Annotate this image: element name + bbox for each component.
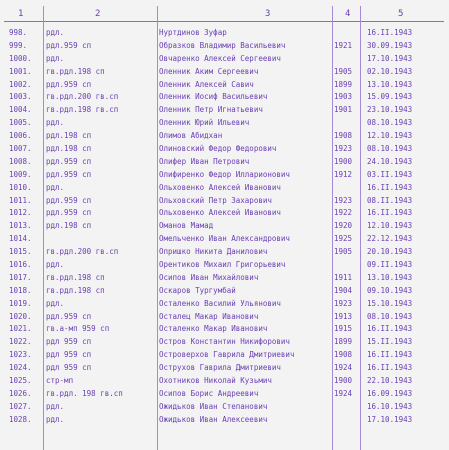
- unit-designation: рдл.959 сп: [46, 79, 92, 89]
- unit-designation: рдл 959 сп: [46, 337, 92, 347]
- unit-designation: гв.рдл.200 гв.сп: [46, 247, 119, 257]
- table-row: [0, 195, 449, 208]
- record-number: 1013.: [9, 221, 32, 231]
- table-row: [0, 233, 449, 246]
- birth-year: 1922: [334, 208, 353, 218]
- table-row: [0, 91, 449, 104]
- birth-year: 1900: [334, 156, 353, 166]
- table-row: [0, 272, 449, 285]
- record-number: 1004.: [9, 105, 32, 115]
- record-date: 16.II.1943: [367, 350, 413, 360]
- birth-year: 1924: [334, 388, 353, 398]
- person-name: Ожидьков Иван Алексеевич: [159, 414, 268, 424]
- birth-year: 1924: [334, 363, 353, 373]
- column-header-1: 1: [18, 9, 24, 19]
- unit-designation: рдл.198 сп: [46, 131, 92, 141]
- record-date: 08.II.1943: [367, 195, 413, 205]
- column-header-5: 5: [398, 9, 404, 19]
- record-date: 22.10.1943: [367, 376, 413, 386]
- person-name: Олифиренко Федор Илларионович: [159, 169, 290, 179]
- person-name: Олимов Абидхан: [159, 131, 223, 141]
- person-name: Охотников Николай Кузьмич: [159, 376, 272, 386]
- birth-year: 1905: [334, 66, 353, 76]
- unit-designation: гв.рдл. 198 гв.сп: [46, 388, 123, 398]
- record-date: 16.II.1943: [367, 363, 413, 373]
- record-date: 16.II.1943: [367, 208, 413, 218]
- table-row: [0, 79, 449, 92]
- record-date: 03.II.1943: [367, 169, 413, 179]
- birth-year: 1908: [334, 350, 353, 360]
- unit-designation: гв.рдл.198 гв.сп: [46, 105, 119, 115]
- record-date: 08.10.1943: [367, 311, 413, 321]
- table-row: [0, 336, 449, 349]
- unit-designation: гв.рдл.198 сп: [46, 285, 105, 295]
- unit-designation: рдл.: [46, 118, 65, 128]
- record-date: 15.09.1943: [367, 92, 413, 102]
- person-name: Овчаренко Алексей Сергеевич: [159, 53, 281, 63]
- column-header-3: 3: [265, 9, 271, 19]
- table-row: [0, 220, 449, 233]
- record-number: 1012.: [9, 208, 32, 218]
- table-row: [0, 298, 449, 311]
- table-row: [0, 388, 449, 401]
- unit-designation: рдл.: [46, 260, 65, 270]
- column-header-4: 4: [345, 9, 351, 19]
- unit-designation: рдл.: [46, 53, 65, 63]
- record-number: 1006.: [9, 131, 32, 141]
- person-name: Оманов Мамад: [159, 221, 214, 231]
- person-name: Оленник Аким Сергеевич: [159, 66, 259, 76]
- person-name: Опришко Никита Данилович: [159, 247, 268, 257]
- birth-year: 1908: [334, 131, 353, 141]
- record-number: 1007.: [9, 144, 32, 154]
- person-name: Осталенко Макар Иванович: [159, 324, 268, 334]
- record-number: 1026.: [9, 388, 32, 398]
- birth-year: 1925: [334, 234, 353, 244]
- record-date: 12.10.1943: [367, 221, 413, 231]
- person-name: Орентиков Михаил Григорьевич: [159, 260, 286, 270]
- record-number: 1025.: [9, 376, 32, 386]
- table-row: [0, 207, 449, 220]
- record-date: 17.10.1943: [367, 53, 413, 63]
- unit-designation: рдл.198 сп: [46, 221, 92, 231]
- record-number: 1016.: [9, 260, 32, 270]
- record-number: 1028.: [9, 414, 32, 424]
- person-name: Островерхов Гаврила Дмитриевич: [159, 350, 295, 360]
- record-date: 16.09.1943: [367, 388, 413, 398]
- birth-year: 1905: [334, 247, 353, 257]
- person-name: Нуртдинов Зуфар: [159, 28, 227, 37]
- record-date: 02.10.1943: [367, 66, 413, 76]
- record-number: 1018.: [9, 285, 32, 295]
- record-date: 24.10.1943: [367, 156, 413, 166]
- birth-year: 1899: [334, 337, 353, 347]
- person-name: Олифер Иван Петрович: [159, 156, 250, 166]
- table-row: [0, 104, 449, 117]
- person-name: Оленник Юрий Ильевич: [159, 118, 250, 128]
- unit-designation: гв.рдл.198 сп: [46, 66, 105, 76]
- unit-designation: рдл.: [46, 298, 65, 308]
- person-name: Остров Константин Никифорович: [159, 337, 290, 347]
- record-number: 1005.: [9, 118, 32, 128]
- unit-designation: рдл.959 сп: [46, 195, 92, 205]
- table-row: [0, 311, 449, 324]
- unit-designation: гв.рдл.198 сп: [46, 272, 105, 282]
- person-name: Оленник Алексей Савич: [159, 79, 254, 89]
- person-name: Осталенко Василий Ульянович: [159, 298, 281, 308]
- birth-year: 1921: [334, 40, 353, 50]
- table-row: [0, 375, 449, 388]
- record-number: 999.: [9, 40, 28, 50]
- record-date: 08.10.1943: [367, 144, 413, 154]
- unit-designation: рдл.959 сп: [46, 169, 92, 179]
- record-number: 1014.: [9, 234, 32, 244]
- unit-designation: рдл.959 сп: [46, 208, 92, 218]
- record-date: 22.12.1943: [367, 234, 413, 244]
- record-date: 30.09.1943: [367, 40, 413, 50]
- record-date: 15.10.1943: [367, 298, 413, 308]
- record-number: 1009.: [9, 169, 32, 179]
- record-date: 17.10.1943: [367, 414, 413, 424]
- header-rule: [4, 21, 444, 22]
- birth-year: 1900: [334, 376, 353, 386]
- record-number: 1015.: [9, 247, 32, 257]
- table-row: [0, 259, 449, 272]
- birth-year: 1903: [334, 92, 353, 102]
- record-number: 1010.: [9, 182, 32, 192]
- record-date: 20.10.1943: [367, 247, 413, 257]
- table-row: [0, 143, 449, 156]
- unit-designation: гв.рдл.200 гв.сп: [46, 92, 119, 102]
- birth-year: 1915: [334, 324, 353, 334]
- record-number: 1000.: [9, 53, 32, 63]
- record-date: 13.10.1943: [367, 272, 413, 282]
- birth-year: 1911: [334, 272, 353, 282]
- table-row: [0, 169, 449, 182]
- unit-designation: рдл 959 сп: [46, 363, 92, 373]
- table-row: [0, 27, 449, 40]
- unit-designation: рдл.959 сп: [46, 40, 92, 50]
- table-row: [0, 40, 449, 53]
- birth-year: 1923: [334, 298, 353, 308]
- person-name: Олиновский Федор Федорович: [159, 144, 277, 154]
- birth-year: 1923: [334, 144, 353, 154]
- record-date: 16.II.1943: [367, 182, 413, 192]
- table-row: [0, 53, 449, 66]
- unit-designation: рдл.198 сп: [46, 144, 92, 154]
- record-number: 1027.: [9, 401, 32, 411]
- person-name: Оленник Петр Игнатьевич: [159, 105, 263, 115]
- record-number: 1011.: [9, 195, 32, 205]
- record-number: 1023.: [9, 350, 32, 360]
- record-date: 13.10.1943: [367, 79, 413, 89]
- unit-designation: рдл.: [46, 28, 65, 37]
- record-number: 1008.: [9, 156, 32, 166]
- person-name: Ольховенко Алексей Иванович: [159, 182, 281, 192]
- table-row: [0, 182, 449, 195]
- record-date: 16.II.1943: [367, 28, 413, 37]
- birth-year: 1904: [334, 285, 353, 295]
- unit-designation: рдл 959 сп: [46, 350, 92, 360]
- column-header-row: [0, 8, 449, 22]
- person-name: Осталец Макар Иванович: [159, 311, 259, 321]
- birth-year: 1899: [334, 79, 353, 89]
- person-name: Ольховский Петр Захарович: [159, 195, 272, 205]
- record-date: 15.II.1943: [367, 337, 413, 347]
- unit-designation: рдл.959 сп: [46, 156, 92, 166]
- table-row: [0, 349, 449, 362]
- unit-designation: рдл.: [46, 414, 65, 424]
- record-number: 1001.: [9, 66, 32, 76]
- unit-designation: гв.а-мп 959 сп: [46, 324, 110, 334]
- table-row: [0, 246, 449, 259]
- record-number: 1019.: [9, 298, 32, 308]
- person-name: Ожидьков Иван Степанович: [159, 401, 268, 411]
- unit-designation: стр-мп: [46, 376, 74, 386]
- person-name: Ольховенко Алексей Иванович: [159, 208, 281, 218]
- person-name: Осипов Иван Михайлович: [159, 272, 259, 282]
- table-row: [0, 362, 449, 375]
- person-name: Образков Владимир Васильевич: [159, 40, 286, 50]
- record-date: 09.II.1943: [367, 260, 413, 270]
- table-row: [0, 66, 449, 79]
- birth-year: 1923: [334, 195, 353, 205]
- record-number: 1022.: [9, 337, 32, 347]
- person-name: Острухов Гаврила Дмитриевич: [159, 363, 281, 373]
- table-row: [0, 414, 449, 427]
- record-number: 1020.: [9, 311, 32, 321]
- person-name: Омельченко Иван Александрович: [159, 234, 290, 244]
- column-header-2: 2: [95, 9, 101, 19]
- record-date: 23.10.1943: [367, 105, 413, 115]
- record-date: 09.10.1943: [367, 285, 413, 295]
- unit-designation: рдл.: [46, 182, 65, 192]
- person-name: Оленник Иосиф Васильевич: [159, 92, 268, 102]
- unit-designation: рдл.959 сп: [46, 311, 92, 321]
- record-number: 1017.: [9, 272, 32, 282]
- person-name: Осипов Борис Андреевич: [159, 388, 259, 398]
- person-name: Оскаров Тургумбай: [159, 285, 236, 295]
- record-number: 1024.: [9, 363, 32, 373]
- birth-year: 1913: [334, 311, 353, 321]
- table-row: [0, 117, 449, 130]
- record-date: 12.10.1943: [367, 131, 413, 141]
- record-date: 16.10.1943: [367, 401, 413, 411]
- table-row: [0, 156, 449, 169]
- birth-year: 1912: [334, 169, 353, 179]
- record-date: 16.II.1943: [367, 324, 413, 334]
- table-row: [0, 130, 449, 143]
- table-row: [0, 323, 449, 336]
- record-date: 08.10.1943: [367, 118, 413, 128]
- table-row: [0, 285, 449, 298]
- birth-year: 1920: [334, 221, 353, 231]
- record-number: 1002.: [9, 79, 32, 89]
- record-number: 998.: [9, 28, 28, 37]
- record-list: [0, 27, 449, 427]
- table-row: [0, 401, 449, 414]
- birth-year: 1901: [334, 105, 353, 115]
- unit-designation: рдл.: [46, 401, 65, 411]
- record-number: 1003.: [9, 92, 32, 102]
- record-number: 1021.: [9, 324, 32, 334]
